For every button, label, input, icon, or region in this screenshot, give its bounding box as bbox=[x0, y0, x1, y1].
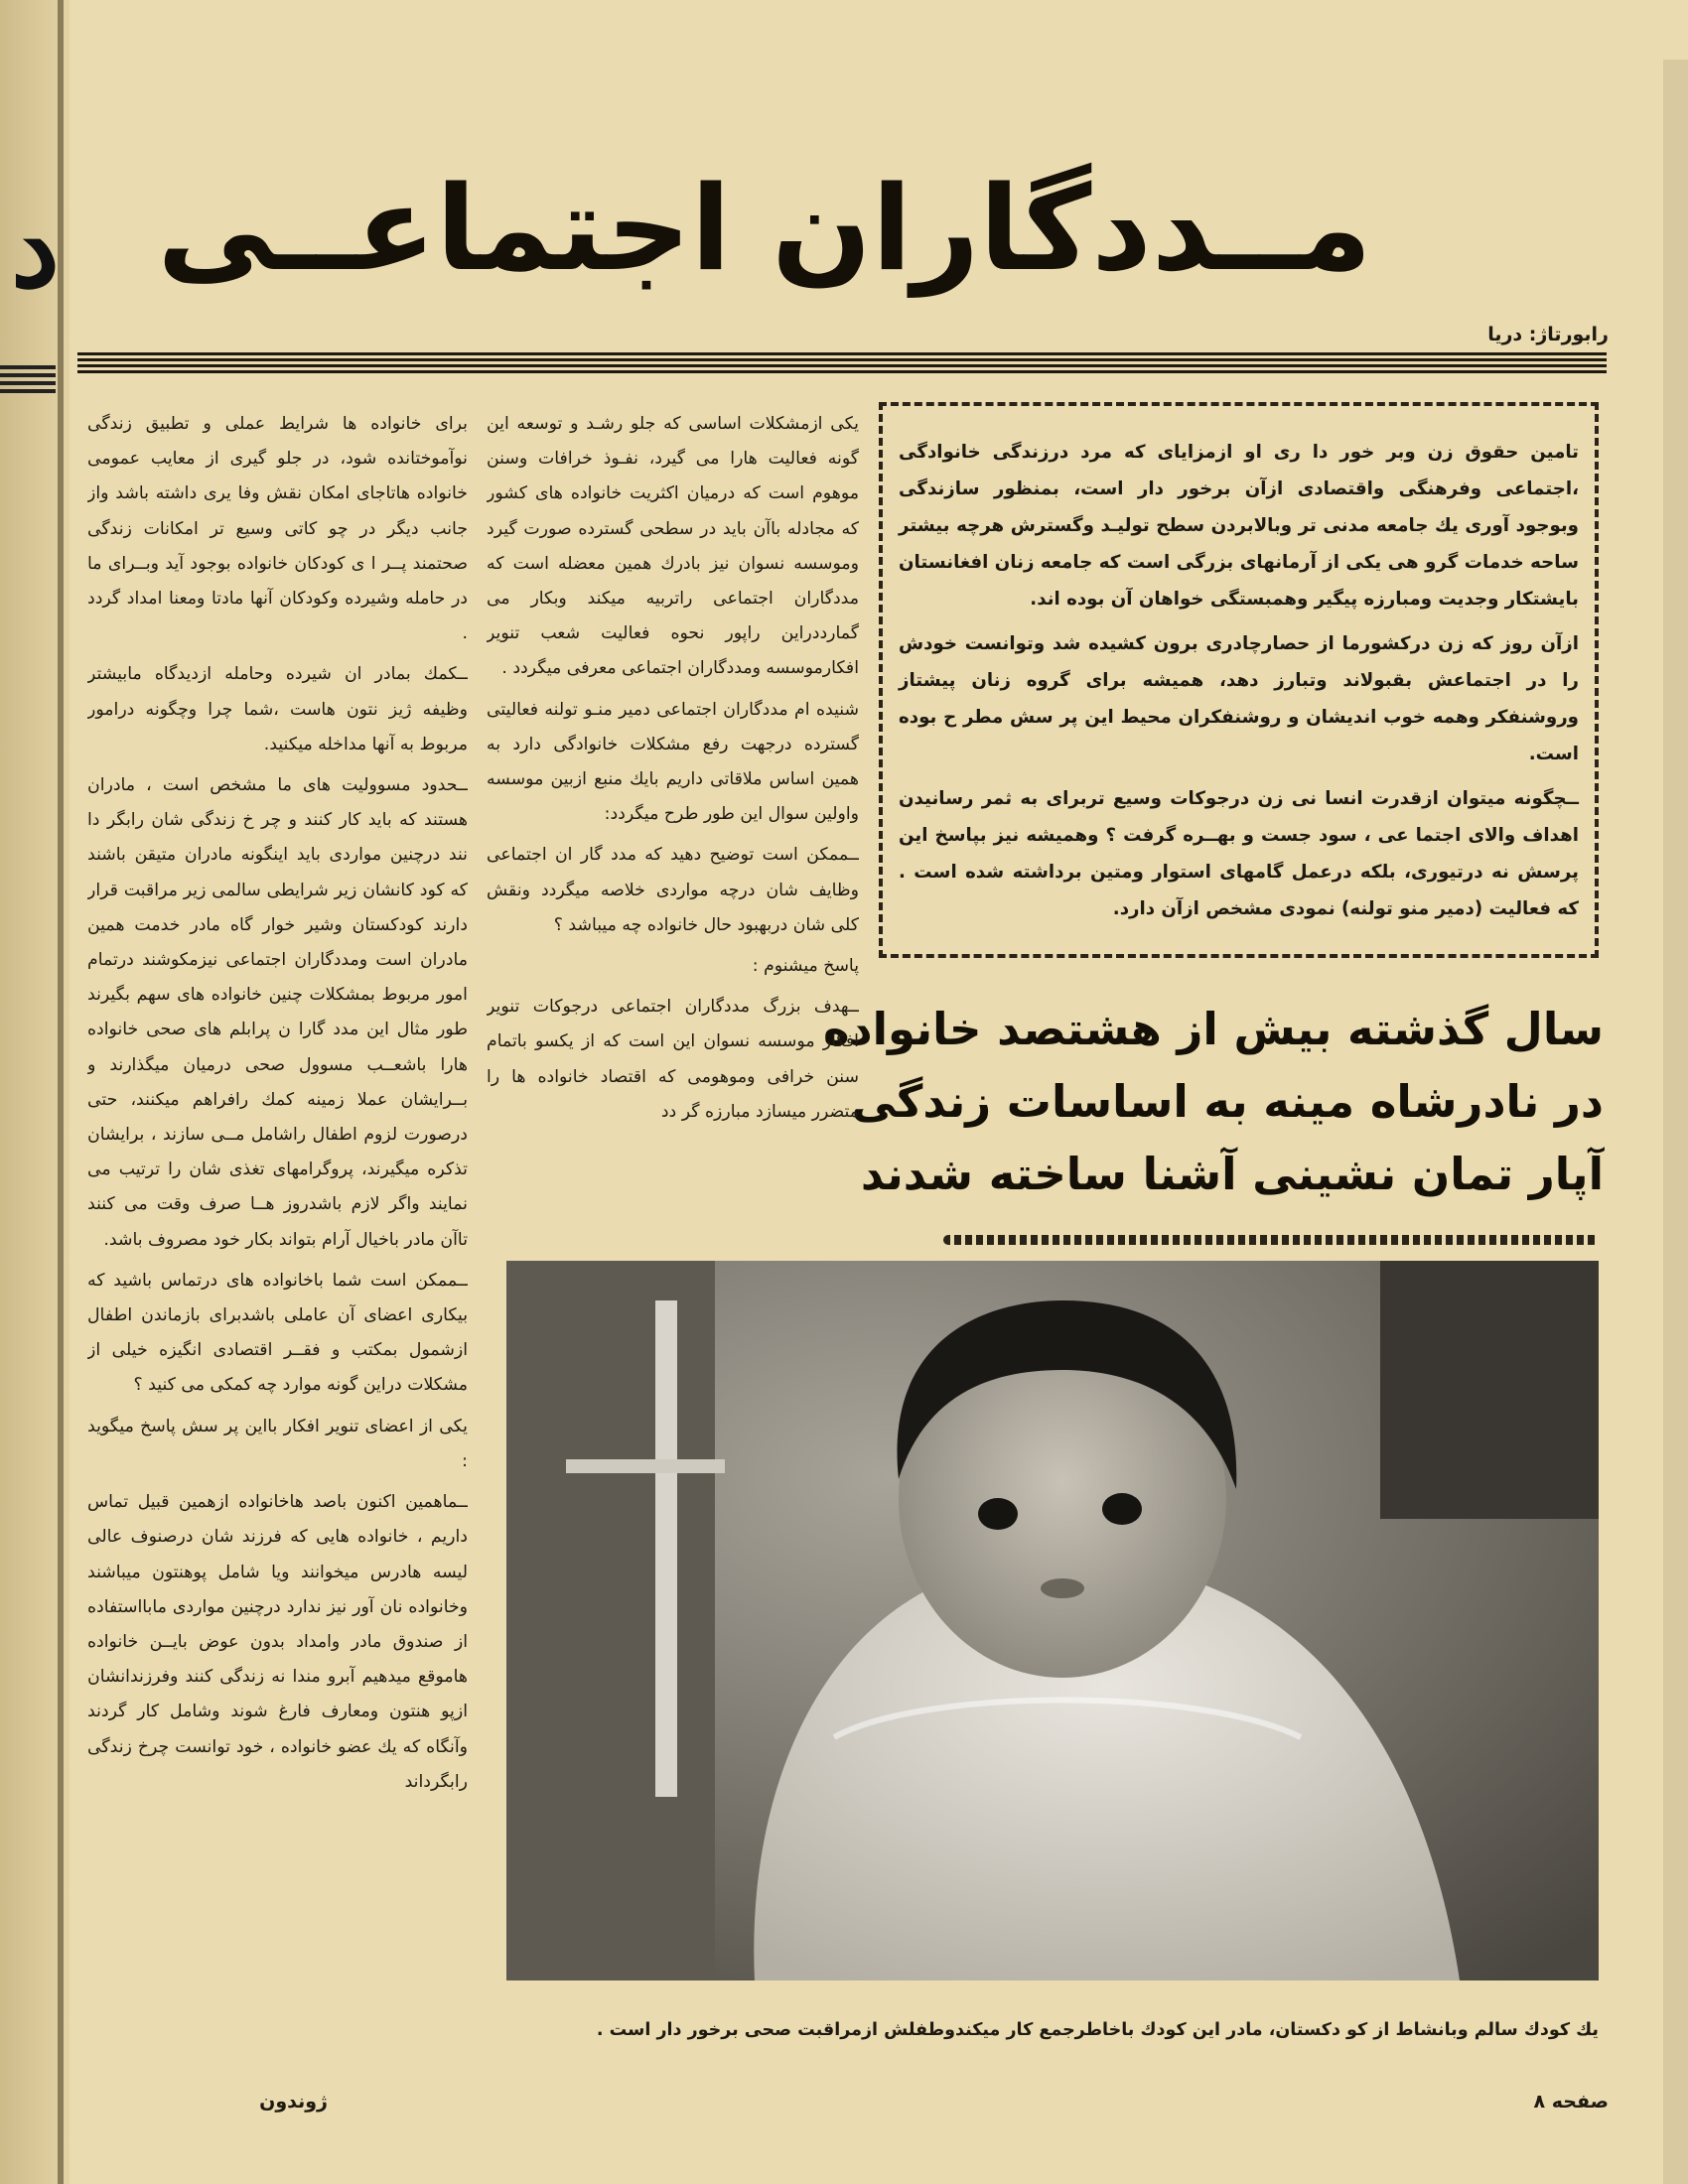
page-number: صفحه ۸ bbox=[1533, 2091, 1609, 2113]
body-paragraph: یکی از اعضای تنویر افکار بااین پر سش پاسخ میگوید : bbox=[87, 1416, 468, 1471]
photo-caption: یك کودك سالم وبانشاط از کو دکستان، مادر این کودك باخاطرجمع کار میکندوطفلش ازمراقبت صحی برخور دار است . bbox=[596, 2020, 1599, 2040]
reporter-byline: رابورتاژ: دریا bbox=[1487, 324, 1609, 345]
header-rule bbox=[77, 352, 1607, 374]
intro-paragraph: ــچگونه میتوان ازقدرت انسا نی زن درجوکات وسیع تربرای به ثمر رسانیدن اهداف والای اجتما عی ، سود جست و بهــره گرفت ؟ وهمیشه نیز بپاسخ این پرسش نه درتیوری، بلکه درعمل گامهای استوار ومتین برداشته شده است . که فعالیت (دمیر منو تولنه) نمودی مشخص ازآن دارد. bbox=[899, 788, 1579, 919]
subheadline-line: سال گذشته بیش از هشتصد خانواده bbox=[822, 1003, 1604, 1055]
body-paragraph: ــممکن است شما باخانواده های درتماس باشید که بیکاری اعضای آن عاملی باشدبرای بازماندن اطفال ازشمول بمکتب و فقــر اقتصادی انگیزه خیلی از مشکلات دراین گونه موارد چه کمکی می کنید ؟ bbox=[87, 1270, 468, 1396]
body-paragraph: ــحدود مسوولیت های ما مشخص است ، مادران هستند که باید کار کنند و چر خ زندگی شان رابگر دا نند درچنین مواردی باید اینگونه مادران متیقن باشند که کود کانشان زیر شرایطی سالمی زیر مراقبت قرار دارند کودکستان وشیر خوار گاه مادر خدمت همین مادران است ومددگاران اجتماعی نیزمکوشند درتمام امور مربوط بمشکلات چنین خانواده های سهم بگیرند طور مثال این مدد گارا ن پرابلم های صحی خانواده هارا باشعــب مسوول صحی درمیان میگذارند و بــرایشان عملا زمینه کمك رافراهم میکنند، حتی درصورت لزوم اطفال راشامل مــی سازند ، برایشان تذکره میگیرند، پروگرامهای تغذی شان را ترتیب می نمایند واگر لازم باشدروز هــا صرف وقت می کنند تاآن مادر باخیال آرام بتواند بکار خود مصروف باشد. bbox=[87, 775, 468, 1250]
intro-paragraph: تامین حقوق زن وبر خور دا ری او ازمزایای که مرد درزندگی خانوادگی ،اجتماعی وفرهنگی واقتصادی ازآن برخور دار است، بمنظور سازندگی وبوجود آوری یك جامعه مدنی تر وبالابردن سطح تولیـد وگسترش هرچه بیشتر ساحه خدمات گرو هی یکی از آرمانهای بزرگی است که جامعه زنان افغانستان بایشتکار وجدیت ومبارزه پیگیر وهمبستگی خواهان آن بوده اند. bbox=[899, 442, 1579, 610]
previous-page-title-fragment: د bbox=[11, 189, 60, 308]
subheadline-line: در نادرشاه مینه به اساسات زندگی bbox=[851, 1075, 1604, 1128]
baby-photo-illustration bbox=[506, 1261, 1599, 1980]
body-paragraph: برای خانواده ها شرایط عملی و تطبیق زندگی نوآموختانده شود، در جلو گیری از معایب عمومی خانواده هاتاجای امکان نقش وفا یری داشته باشد واز جانب دیگر در چو کاتی وسیع تر امکانات زندگی صحتمند پــر ا ی کودکان خانواده بوجود آید وبــرای ما در حامله وشیرده وکودکان آنها مادتا ومعنا امداد گردد . bbox=[87, 414, 468, 644]
article-column-middle bbox=[487, 407, 859, 1231]
article-column-left bbox=[87, 407, 468, 1985]
body-paragraph: پاسخ میشنوم : bbox=[752, 956, 859, 977]
body-paragraph: یکی ازمشکلات اساسی که جلو رشـد و توسعه این گونه فعالیت هارا می گیرد، نفـوذ خرافات وسنن موهوم است که درمیان اکثریت خانواده های کشور که مجادله باآن باید در سطحی گسترده صورت گیرد وموسسه نسوان نیز بادرك همین معضله است که مددگاران اجتماعی راتربیه میکند وبکار می گمارددراین راپور نحوه فعالیت شعب تنویر افکارموسسه ومددگاران اجتماعی معرفی میگردد . bbox=[487, 414, 859, 679]
decorative-wave-rule bbox=[943, 1235, 1599, 1245]
baby-photo bbox=[506, 1261, 1599, 1980]
intro-paragraph: ازآن روز که زن درکشورما از حصارچادری برون کشیده شد وتوانست خودش را در اجتماعش بقبولاند وتبارز دهد، همیشه برای گروه زنان پیشتاز وروشنفکر وهمه خوب اندیشان و روشنفکران محیط این پر سش مطر ح بوده است. bbox=[899, 633, 1579, 764]
subheadline-line: آپار تمان نشینی آشنا ساخته شدند bbox=[860, 1148, 1604, 1200]
body-paragraph: ــماهمین اکنون باصد هاخانواده ازهمین قبیل تماس داریم ، خانواده هایی که فرزند شان درصنوف عالی لیسه هادرس میخوانند ویا شامل پوهنتون میباشند وخانواده نان آور نیز ندارد درچنین مواردی مابااستفاده از صندوق مادر وامداد بدون عوض بایــن خانواده هاموقع میدهیم آبرو مندا نه زندگی کنند وفرزندانشان ازپو هنتون ومعارف فارغ شوند وشامل کار گردند وآنگاه که یك عضو خانواده ، خود توانست چرخ زندگی رابگرداند bbox=[87, 1492, 468, 1792]
page-fold-divider bbox=[58, 0, 64, 2184]
body-paragraph: ــهدف بزرگ مددگاران اجتماعی درجوکات تنویر افکار موسسه نسوان این است که از یکسو باتمام سنن خرافی وموهومی که اقتصاد خانواده ها را متضرر میسازد مبارزه گر دد bbox=[487, 997, 859, 1122]
body-paragraph: شنیده ام مددگاران اجتماعی دمیر منـو تولنه فعالیتی گسترده درجهت رفع مشکلات خانوادگی دارد به همین اساس ملاقاتی داریم بایك منبع ازبین موسسه واولین سوال این طور طرح میگردد: bbox=[487, 699, 859, 825]
article-title: مــددگاران اجتماعــی bbox=[157, 160, 1372, 297]
body-paragraph: ــکمك بمادر ان شیرده وحامله ازدیدگاه مابیشتر وظیفه ژیز نتون هاست ،شما چرا وچگونه درامور مربوط به آنها مداخله میکنید. bbox=[87, 664, 468, 754]
intro-box bbox=[879, 402, 1599, 958]
subheadline bbox=[822, 993, 1604, 1231]
page-right-edge bbox=[1663, 60, 1688, 2184]
previous-page-rule bbox=[0, 365, 56, 395]
magazine-name: ژوندون bbox=[259, 2091, 328, 2113]
body-paragraph: ــممکن است توضیح دهید که مدد گار ان اجتماعی وظایف شان درچه مواردی خلاصه میگردد ونقش کلی شان دربهبود حال خانواده چه میباشد ؟ bbox=[487, 845, 859, 935]
